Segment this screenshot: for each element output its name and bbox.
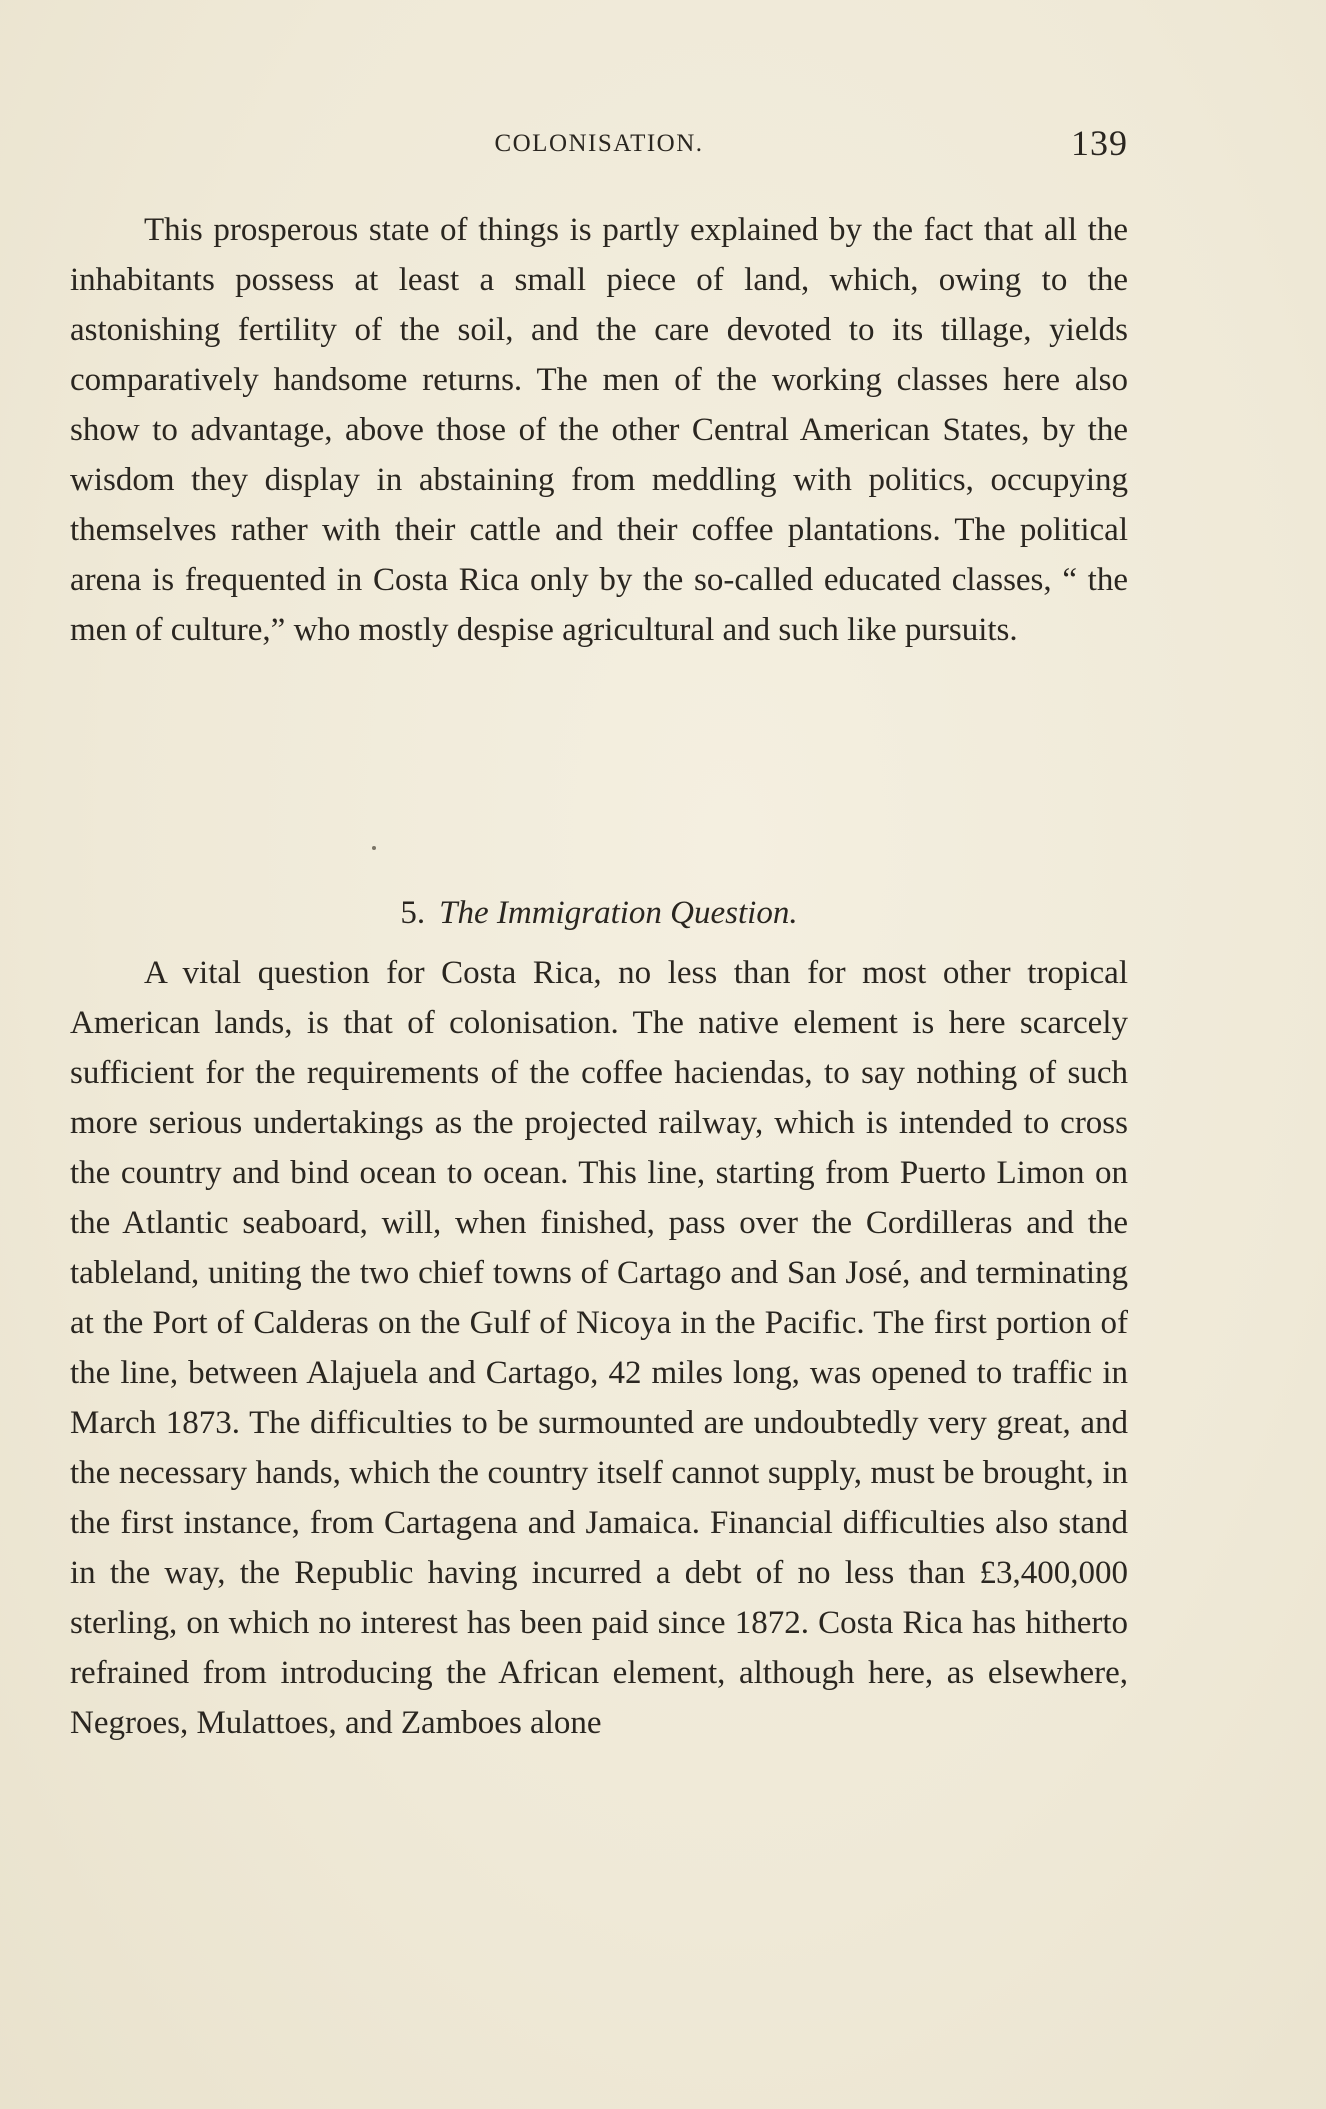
stray-mark: [372, 846, 376, 850]
section-heading: [70, 888, 1128, 938]
page-header: [70, 120, 1128, 170]
paragraph-prosperous-state: This prosperous state of things is partly explained by the fact that all the inhabitants possess at least a small piece of land, which, owing to the astonishing fertility of the soil, and the care devoted to its tillage, yields comparatively handsome returns. The men of the working classes here also show to advantage, above those of the other Central American States, by the wisdom they display in abstaining from meddling with politics, occupying themselves rather with their cattle and their coffee plantations. The political arena is frequented in Costa Rica only by the so-called educated classes, “ the men of culture,” who mostly despise agricultural and such like pursuits.: [70, 212, 1128, 648]
running-title: COLONISATION.: [494, 130, 704, 157]
page-number: 139: [1071, 123, 1128, 163]
paragraph-immigration: A vital question for Costa Rica, no less than for most other tropical American lands, is that of colonisation. The native element is here scarcely sufficient for the requirements of the coffee haciendas, to say nothing of such more serious undertakings as the projected railway, which is intended to cross the country and bind ocean to ocean. This line, starting from Puerto Limon on the Atlantic seaboard, will, when finished, pass over the Cordilleras and the tableland, uniting the two chief towns of Cartago and San José, and terminating at the Port of Calderas on the Gulf of Nicoya in the Pacific. The first portion of the line, between Alajuela and Cartago, 42 miles long, was opened to traffic in March 1873. The difficulties to be surmounted are undoubtedly very great, and the necessary hands, which the country itself cannot supply, must be brought, in the first instance, from Cartagena and Jamaica. Financial difficulties also stand in the way, the Republic having incurred a debt of no less than £3,400,000 sterling, on which no interest has been paid since 1872. Costa Rica has hitherto refrained from introducing the African element, although here, as elsewhere, Negroes, Mulattoes, and Zamboes alone: [70, 955, 1128, 1741]
paragraph-block-1: [70, 205, 1128, 655]
paragraph-block-2: [70, 948, 1128, 1748]
section-number: 5.: [400, 895, 426, 931]
section-title: The Immigration Question.: [439, 895, 798, 931]
